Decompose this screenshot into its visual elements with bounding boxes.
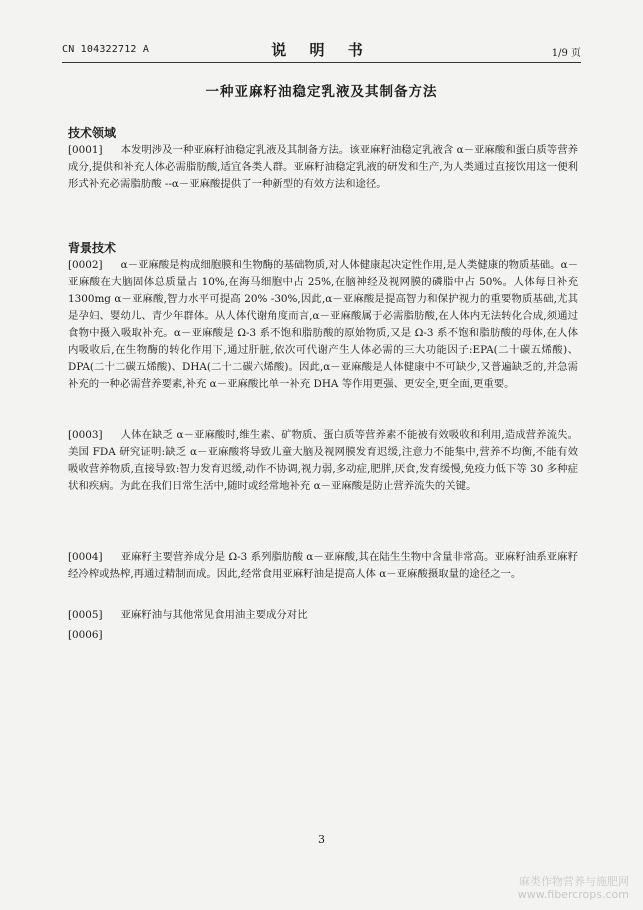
- paragraph-0006: [68, 627, 578, 644]
- paragraph-number: [0004]: [68, 551, 103, 563]
- watermark-line-1: 麻类作物营养与施肥网: [519, 875, 629, 888]
- paragraph-0002: [68, 257, 578, 393]
- paragraph-text: 亚麻籽主要营养成分是 Ω-3 系列脂肪酸 α－亚麻酸,其在陆生生物中含量非常高。亚麻籽油系亚麻籽经冷榨或热榨,再通过精制而成。因此,经常食用亚麻籽油是提高人体 α－亚麻酸摄取量的途径之一。: [68, 551, 578, 580]
- document-title: 一种亚麻籽油稳定乳液及其制备方法: [205, 84, 438, 100]
- watermark-line-2: www.fibercrops.com: [517, 888, 629, 901]
- paragraph-number: [0001]: [68, 144, 103, 156]
- publication-number: CN 104322712 A: [62, 44, 150, 55]
- paragraph-number: [0002]: [68, 259, 103, 271]
- paragraph-0003: [68, 427, 578, 495]
- page-count: 1/9 页: [551, 48, 581, 59]
- paragraph-number: [0003]: [68, 429, 103, 441]
- paragraph-number: [0005]: [68, 609, 103, 621]
- paragraph-text: 本发明涉及一种亚麻籽油稳定乳液及其制备方法。该亚麻籽油稳定乳液含 α－亚麻酸和蛋白质等营养成分,提供和补充人体必需脂肪酸,适宜各类人群。亚麻籽油稳定乳液的研发和生产,为人类通过直接饮用这一便利形式补充必需脂肪酸 --α－亚麻酸提供了一种新型的有效方法和途径。: [68, 144, 578, 190]
- page-header: [62, 38, 581, 60]
- document-type: 说 明 书: [271, 41, 372, 59]
- paragraph-0004: [68, 549, 578, 583]
- paragraph-text: 人体在缺乏 α－亚麻酸时,维生素、矿物质、蛋白质等营养素不能被有效吸收和利用,造成营养流失。美国 FDA 研究证明:缺乏 α－亚麻酸将导致儿童大脑及视网膜发育迟缓,注意力不能集中,营养不均衡,不能有效吸收营养物质,直接导致:智力发育迟缓,动作不协调,视力弱,多动症,肥胖,厌食,发育缓慢,免疫力低下等 30 多种症状和疾病。为此在我们日常生活中,随时或经常地补充 α－亚麻酸是防止营养流失的关键。: [68, 429, 578, 492]
- section-heading-tech-field: 技术领域: [68, 126, 117, 140]
- paragraph-number: [0006]: [68, 629, 103, 641]
- page-number: 3: [318, 833, 325, 846]
- site-watermark: [518, 875, 629, 901]
- paragraph-0001: [68, 142, 578, 193]
- section-heading-background: 背景技术: [68, 241, 117, 255]
- paragraph-text: α－亚麻酸是构成细胞膜和生物酶的基础物质,对人体健康起决定性作用,是人类健康的物质基础。α－亚麻酸在大脑固体总质量占 10%,在海马细胞中占 25%,在脑神经及视网膜的磷脂中占 50%。人体每日补充 1300mg α－亚麻酸,智力水平可提高 20% -30%,因此,α－亚麻酸是提高智力和保护视力的重要物质基础,尤其是孕妇、婴幼儿、青少年群体。从人体代谢角度而言,α－亚麻酸属于必需脂肪酸,在人体内无法转化合成,须通过食物中摄入吸取补充。α－亚麻酸是 Ω-3 系不饱和脂肪酸的原始物质,又是 Ω-3 系不饱和脂肪酸的母体,在人体内吸收后,在生物酶的转化作用下,通过肝脏,依次可代谢产生人体必需的三大功能因子:EPA(二十碳五烯酸)、DPA(二十二碳五烯酸)、DHA(二十二碳六烯酸)。因此,α－亚麻酸是人体健康中不可缺少,又普遍缺乏的,并急需补充的一种必需营养要素,补充 α－亚麻酸比单一补充 DHA 等作用更强、更安全,更全面,更重要。: [68, 259, 578, 390]
- paragraph-text: 亚麻籽油与其他常见食用油主要成分对比: [120, 609, 308, 621]
- header-divider: [62, 62, 581, 63]
- paragraph-0005: [68, 607, 578, 624]
